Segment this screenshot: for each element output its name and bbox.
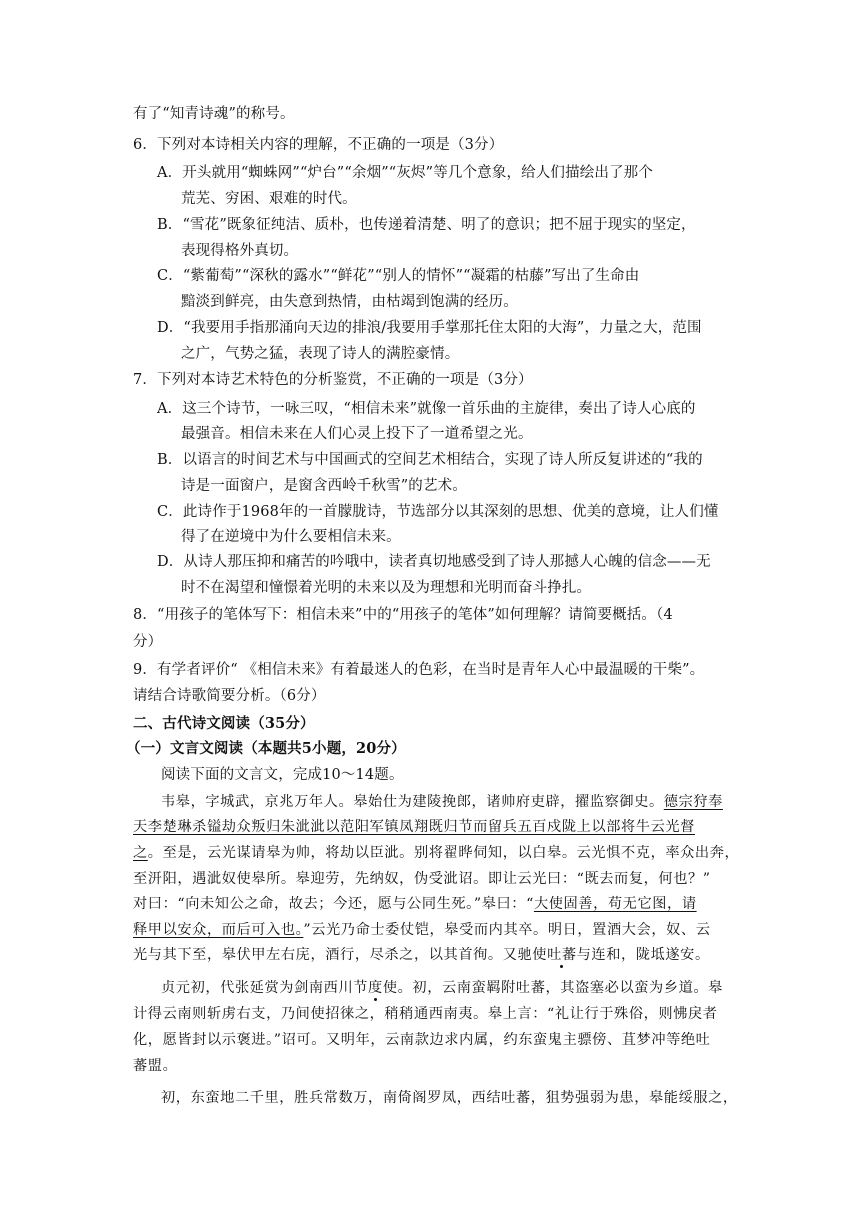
q6-option-a-cont: 荒芜、穷困、艰难的时代。 bbox=[181, 191, 357, 207]
underlined-sentence: 天李楚琳杀镒劫众叛归朱泚泚以范阳军镇凤翔既归节而留兵五百戍陇上以部将牛云光督 bbox=[133, 819, 695, 835]
q6-option-b: B．“雪花”既象征纯洁、质朴，也传递着清楚、明了的意识；把不屈于现实的坚定， bbox=[157, 217, 696, 233]
q7-option-d-cont: 时不在渴望和憧憬着光明的未来以及为理想和光明而奋斗挣扎。 bbox=[181, 580, 592, 596]
question-6: 6．下列对本诗相关内容的理解，不正确的一项是（3分） bbox=[133, 137, 504, 153]
q7-option-c: C．此诗作于1968年的一首朦胧诗，节选部分以其深刻的思想、优美的意境，让人们懂 bbox=[157, 504, 719, 520]
passage-line: 计得云南则斩虏右支，乃间使招徕之，稍稍通西南夷。皋上言：“礼让行于殊俗，则怫戾者 bbox=[133, 1006, 718, 1022]
passage-line: 至汧阳，遇泚奴使皋所。皋迎劳，先纳奴，伪受泚诏。即让云光曰：“既去而复，何也？” bbox=[133, 871, 711, 887]
q6-option-b-cont: 表现得格外真切。 bbox=[181, 243, 299, 259]
dotted-term: 节度使 bbox=[353, 980, 398, 996]
subsection-heading: （一）文言文阅读（本题共5小题，20分） bbox=[126, 740, 406, 757]
text-line-carryover: 有了“知青诗魂”的称号。 bbox=[133, 106, 295, 122]
question-9-cont: 请结合诗歌简要分析。（6分） bbox=[133, 688, 326, 704]
passage-line: 蕃盟。 bbox=[133, 1058, 178, 1074]
q7-option-b-cont: 诗是一面窗户，是窗含西岭千秋雪”的艺术。 bbox=[181, 478, 467, 494]
q7-option-a-cont: 最强音。相信未来在人们心灵上投下了一道希望之光。 bbox=[181, 426, 533, 442]
q6-option-c: C．“紫葡萄”“深秋的露水”“鲜花”“别人的情怀”“凝霜的枯藤”写出了生命由 bbox=[157, 268, 640, 284]
reading-instruction: 阅读下面的文言文，完成10～14题。 bbox=[161, 767, 404, 783]
passage-line: 光与其下至，皋伏甲左右庑，酒行，尽杀之，以其首徇。又驰使吐蕃与连和，陇坻遂安。 bbox=[133, 947, 710, 963]
q6-option-d: D．“我要用手指那涌向天边的排浪/我要用手掌那托住太阳的大海”，力量之大，范围 bbox=[157, 320, 702, 336]
underlined-sentence: 德宗狩奉 bbox=[663, 794, 723, 810]
underlined-sentence: 释甲以安众，而后可入也。 bbox=[133, 922, 304, 938]
q6-option-a: A．开头就用“蜘蛛网”“炉台”“余烟”“灰烬”等几个意象，给人们描绘出了那个 bbox=[157, 165, 653, 181]
passage-line bbox=[133, 817, 695, 837]
passage-line: 释甲以安众，而后可入也。”云光乃命士委仗铠，皋受而内其卒。明日，置酒大会，奴、云 bbox=[133, 922, 711, 938]
question-9: 9．有学者评价“ 《相信未来》有着最迷人的色彩，在当时是青年人心中最温暖的干柴”。 bbox=[133, 662, 705, 678]
passage-line: 韦皋，字城武，京兆万年人。皋始仕为建陵挽郎，诸帅府吏辟，擢监察御史。德宗狩奉 bbox=[161, 794, 723, 810]
passage-line: 贞元初，代张延赏为剑南西川节度使。初，云南蛮羁附吐蕃，其盗塞必以蛮为乡道。皋 bbox=[161, 980, 723, 996]
q7-option-c-cont: 得了在逆境中为什么要相信未来。 bbox=[181, 529, 401, 545]
q6-option-c-cont: 黯淡到鲜亮，由失意到热情，由枯竭到饱满的经历。 bbox=[181, 294, 518, 310]
passage-line: 对曰：“向未知公之命，故去；今还，愿与公同生死。”皋曰：“大使固善，苟无它图，请 bbox=[133, 896, 697, 912]
passage-line: 之。至是，云光谋请皋为帅，将劫以臣泚。别将翟晔伺知，以白皋。云光惧不克，率众出奔， bbox=[133, 845, 740, 861]
question-8: 8．“用孩子的笔体写下：相信未来”中的“用孩子的笔体”如何理解？请简要概括。（4 bbox=[133, 607, 673, 623]
question-7: 7．下列对本诗艺术特色的分析鉴赏，不正确的一项是（3分） bbox=[133, 372, 533, 388]
underlined-sentence: 大使固善，苟无它图，请 bbox=[533, 896, 697, 912]
section-heading: 二、古代诗文阅读（35分） bbox=[133, 715, 315, 732]
q7-option-a: A．这三个诗节，一咏三叹，“相信未来”就像一首乐曲的主旋律，奏出了诗人心底的 bbox=[157, 401, 696, 417]
q6-option-d-cont: 之广，气势之猛，表现了诗人的满腔豪情。 bbox=[181, 346, 460, 362]
passage-line: 初，东蛮地二千里，胜兵常数万，南倚阁罗凤，西结吐蕃，狙势强弱为患，皋能绥服之， bbox=[161, 1090, 738, 1106]
passage-line: 化，愿皆封以示褒进。”诏可。又明年，云南款边求内属，约东蛮鬼主骠傍、苴梦冲等绝吐 bbox=[133, 1032, 711, 1048]
q7-option-d: D．从诗人那压抑和痛苦的吟哦中，读者真切地感受到了诗人那撼人心魄的信念——无 bbox=[157, 554, 711, 570]
dotted-term: 吐蕃 bbox=[547, 947, 577, 963]
question-8-cont: 分） bbox=[133, 634, 163, 650]
q7-option-b: B．以语言的时间艺术与中国画式的空间艺术相结合，实现了诗人所反复讲述的“我的 bbox=[157, 452, 703, 468]
underlined-sentence: 之 bbox=[133, 845, 148, 861]
